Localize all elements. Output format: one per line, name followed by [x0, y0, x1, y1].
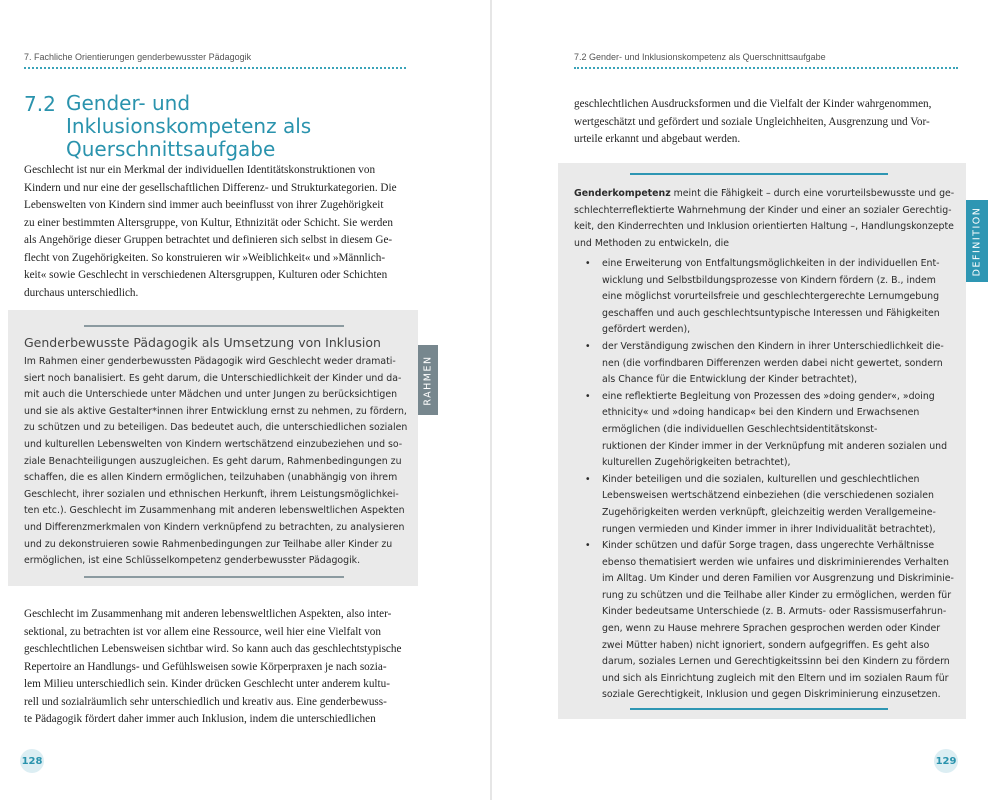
text-line: als Chance für die Entwicklung der Kinder betrachtet), [602, 374, 858, 386]
definition-term: Genderkompetenz [574, 188, 671, 199]
text-line: zu einer bestimmten Altersgruppe, von Kultur, Ethnizität oder Schicht. Sie werden [24, 216, 393, 229]
chapter-number: 7.2 [24, 92, 56, 116]
text-line: mit auch die Unterschiede unter Mädchen und unter Jungen zu berücksichtigen [24, 389, 398, 401]
list-item [574, 339, 958, 389]
right-page [492, 0, 1000, 800]
continuation-paragraph [574, 96, 958, 149]
text-line: darum, soziales Lernen und Gerechtigkeitssinn bei den Kindern zu fördern [602, 656, 950, 668]
text-line: Kindern und nur eine der gesellschaftlichen Differenz- und Strukturkategorien. Die [24, 181, 397, 194]
text-line: zwei Mütter haben) nicht ignoriert, sondern aufgegriffen. Es geht also [602, 639, 930, 651]
text-line: Zugehörigkeiten werden verknüpft, gleichzeitig werden Verallgemeine- [602, 506, 936, 518]
text-line: ten etc.). Geschlecht im Zusammenhang mit anderen lebensweltlichen Aspekten [24, 505, 405, 517]
text-line: geschlechtlichen Lebensweisen sichtbar wird. So kann auch das geschlechtstypische [24, 643, 402, 655]
text-line: eine Erweiterung von Entfaltungsmöglichkeiten in der individuellen Ent- [602, 258, 940, 269]
bullet-dot: • [585, 340, 591, 352]
text-line: der Verständigung zwischen den Kindern in ihrer Unterschiedlichkeit die- [602, 340, 944, 352]
definition-bottom-accent [630, 708, 888, 710]
bullet-dot: • [585, 473, 591, 485]
text-line: keit« sowie Geschlecht in verschiedenen Altersgruppen, Kulturen oder Schichten [24, 269, 388, 281]
text-line [574, 186, 958, 203]
text-line: Kinder beteiligen und die sozialen, kulturellen und geschlechtlichen [602, 473, 920, 485]
left-page [0, 0, 490, 800]
text-line: und Methoden zu entwickeln, die [574, 237, 730, 249]
text-line: sektional, zu betrachten ist vor allem eine Ressource, weil hier eine Vielfalt von [24, 625, 381, 638]
text-line: lem Milieu unterschiedlich sein. Kinder drücken Geschlecht unter anderem kultu- [24, 678, 390, 690]
rahmen-paragraph [24, 354, 408, 570]
intro-paragraph [24, 162, 408, 302]
page-number-right: 129 [934, 749, 958, 773]
rahmen-bottom-accent [84, 576, 344, 578]
text-line: geschaffen und auch geschlechtsuntypische Interessen und Fähigkeiten [602, 307, 940, 319]
chapter-title-line: Querschnittsaufgabe [66, 137, 276, 161]
text-line: eine möglichst vorurteilsfreie und geschlechtergerechte Lernumgebung [602, 291, 940, 303]
text-line: flecht von Zugehörigkeiten. So konstruieren wir »Weiblichkeit« und »Männlich- [24, 251, 386, 264]
text-line: Repertoire an Handlungs- und Gefühlsweisen sowie Körperpraxen je nach sozia- [24, 660, 387, 673]
text-line: gen, wenn zu Hause mehrere Sprachen gesprochen werden oder Kinder [602, 623, 941, 635]
text-line: und sich als Einrichtung zugleich mit den Eltern und im sozialen Raum für [602, 672, 949, 684]
text-line: wicklung und Selbstbildungsprozesse von Kindern fördern (z. B., indem [602, 274, 936, 286]
bullet-dot: • [585, 540, 591, 552]
text-line: rung zu schützen und die Teilhabe aller Kinder zu ermöglichen, werden für [602, 589, 952, 601]
rahmen-top-accent [84, 325, 344, 327]
text-line: ruktionen der Kinder immer in der Verknüpfung mit anderen sozialen und [602, 440, 948, 452]
running-head-left: 7. Fachliche Orientierungen genderbewusster Pädagogik [24, 52, 252, 62]
text-line: eine reflektierte Begleitung von Prozessen des »doing gender«, »doing [602, 390, 935, 402]
text-line: Geschlecht im Zusammenhang mit anderen lebensweltlichen Aspekten, also inter- [24, 608, 392, 620]
definition-tab-label: DEFINITION [971, 206, 983, 276]
text-line: als Angehörige dieser Gruppen betrachtet und definieren sich selbst in diesem Ge- [24, 234, 393, 246]
text-line: im Alltag. Um Kinder und deren Familien vor Ausgrenzung und Diskriminie- [602, 573, 954, 585]
text-line: rell und sozialräumlich sehr unterschiedlich und kreativ aus. Eine genderbewuss- [24, 695, 387, 708]
text-line: schlechterreflektierte Wahrnehmung der Kinder und einer an sozialer Gerechtig- [574, 204, 952, 216]
closing-paragraph [24, 606, 408, 729]
text-line: soziale Gerechtigkeit, Inklusion und gegen Diskriminierung einzusetzen. [602, 689, 941, 701]
text-line: ziale Benachteiligungen auszugleichen. Es geht darum, Rahmenbedingungen zu [24, 455, 402, 467]
text-line: ethnicity« und »doing handicap« bei den Kindern und Erwachsenen [602, 407, 920, 419]
text-line: und kulturellen Lebenswelten von Kindern wertschätzend einzubeziehen und so- [24, 438, 403, 450]
rahmen-tab [418, 345, 438, 415]
text-line: Geschlecht ist nur ein Merkmal der individuellen Identitätskonstruktionen von [24, 164, 376, 176]
text-line: urteile erkannt und abgebaut werden. [574, 133, 741, 145]
rahmen-tab-label: RAHMEN [422, 354, 434, 406]
text-line: Geschlecht, ihrer sozialen und ethnischen Herkunft, ihrem Leistungsmöglichkei- [24, 488, 399, 500]
text-line: keit, den Kinderrechten und Inklusion orientierten Haltung –, Handlungskonzepte [574, 221, 954, 233]
running-head-right: 7.2 Gender- und Inklusionskompetenz als Querschnittsaufgabe [574, 52, 826, 62]
text-line: Kinder schützen und dafür Sorge tragen, dass ungerechte Verhältnisse [602, 540, 935, 552]
definition-bullet-list [574, 256, 958, 704]
definition-intro [574, 186, 958, 252]
text-line: ermöglichen (die individuellen Geschlechtsidentitätskonst- [602, 423, 878, 435]
text-line: zu schützen und zu beteiligen. Das bedeutet auch, die unterschiedlichen sozialen [24, 422, 408, 434]
text-line: kulturellen Zugehörigkeiten betrachtet), [602, 457, 791, 469]
text-line: durchaus unterschiedlich. [24, 286, 139, 299]
text-line: ermöglichen, ist eine Schlüsselkompetenz genderbewusster Pädagogik. [24, 555, 361, 567]
text-line: Lebenswelten von Kindern sind immer auch beeinflusst von ihrer Zugehörigkeit [24, 199, 384, 211]
definition-tab [966, 200, 988, 282]
text-line: wertgeschätzt und gefördert und soziale Ungleichheiten, Ausgrenzung und Vor- [574, 115, 930, 128]
text-line: Im Rahmen einer genderbewussten Pädagogik wird Geschlecht weder dramati- [24, 356, 396, 367]
rahmen-title: Genderbewusste Pädagogik als Umsetzung von Inklusion [24, 335, 381, 350]
header-rule-left [24, 67, 406, 69]
text-line: geschlechtlichen Ausdrucksformen und die Vielfalt der Kinder wahrgenommen, [574, 98, 932, 110]
text-line: und zu dekonstruieren sowie Rahmenbedingungen zur Teilhabe aller Kinder zu [24, 538, 393, 550]
text-line: nen (die vorfindbaren Differenzen werden dabei nicht gewertet, sondern [602, 357, 943, 369]
text-line: te Pädagogik fördert daher immer auch Inklusion, indem die unterschiedlichen [24, 713, 376, 725]
text-line: siert noch banalisiert. Es geht darum, die Unterschiedlichkeit der Kinder und da- [24, 372, 402, 384]
text-line: Lebensweisen wertschätzend einbeziehen (die verschiedenen sozialen [602, 490, 934, 502]
list-item [574, 256, 958, 339]
definition-top-accent [630, 173, 888, 175]
definition-intro-text: meint die Fähigkeit – durch eine vorurteilsbewusste und ge- [670, 188, 955, 199]
text-line: schaffen, die es allen Kindern ermöglichen, teilzuhaben (unabhängig von ihrem [24, 472, 398, 484]
header-rule-right [574, 67, 958, 69]
list-item [574, 472, 958, 538]
text-line: Kinder bedeutsame Unterschiede (z. B. Armuts- oder Rassismuserfahrun- [602, 606, 947, 618]
page-number-left: 128 [20, 749, 44, 773]
bullet-dot: • [585, 258, 591, 269]
list-item [574, 538, 958, 704]
text-line: ebenso thematisiert werden wie unfaires und diskriminierendes Verhalten [602, 556, 949, 568]
list-item [574, 389, 958, 472]
bullet-dot: • [585, 390, 591, 402]
text-line: gefördert werden), [602, 324, 691, 336]
text-line: und sie als aktive Gestalter*innen ihrer Entwicklung ernst zu nehmen, zu fördern, [24, 405, 407, 417]
text-line: und Differenzmerkmalen von Kindern verknüpfend zu betrachten, zu analysieren [24, 521, 405, 533]
text-line: rungen vermieden und Kinder immer in ihrer Individualität betrachtet), [602, 523, 936, 535]
chapter-title [66, 92, 396, 161]
chapter-title-line: Gender- und Inklusionskompetenz als [66, 91, 312, 138]
